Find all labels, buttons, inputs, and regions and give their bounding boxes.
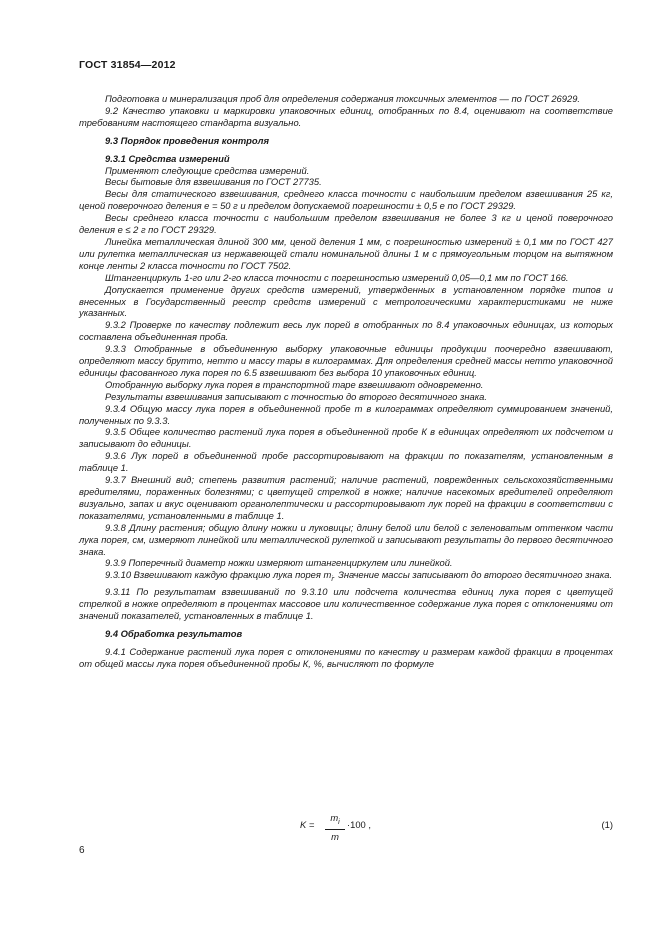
numerator-text: m [330,812,339,823]
paragraph: 9.2 Качество упаковки и маркировки упаковочных единиц, отобранных по 8.4, оценивают на соответствие требованиям настоящего стандарта визуально. [79,104,613,128]
paragraph: Весы среднего класса точности с наибольшим пределом взвешивания не более 3 кг и ценой поверочного деления е ≤ 2 г по ГОСТ 29329. [79,212,613,236]
formula-lhs: K = [300,819,315,830]
paragraph: Применяют следующие средства измерений. [105,164,310,176]
numerator-subscript: i [338,818,340,826]
subscript: i [331,576,333,584]
formula-number: (1) [601,819,613,830]
paragraph: 9.3.3 Отобранные в объединенную выборку упаковочные единицы продукции поочередно взвешивают, определяют массу брутто, нетто и массу тары в килограммах. Для определения средней массы нетто упаковочной единицы фасованного лука порея по 6.5 взвешивают без выбора 10 упаковочных единиц. [79,343,613,378]
paragraph: 9.3.2 Проверке по качеству подлежит весь лук порей в отобранных по 8.4 упаковочных единицах, из которых составлена объединенная проба. [79,319,613,343]
paragraph: Линейка металлическая длиной 300 мм, ценой деления 1 мм, с погрешностью измерений ± 0,1 мм по ГОСТ 427 или рулетка металлическая из нержавеющей стали номинальной длины 1 м с прямоугольным торцом на вытяжном конце ленты 2 класса точности по ГОСТ 7502. [79,235,613,271]
paragraph: 9.3.5 Общее количество растений лука порея в объединенной пробе К в единицах определяют их подсчетом и записывают до единицы. [79,426,613,450]
formula-rhs: ·100 , [347,819,371,830]
paragraph: Результаты взвешивания записывают с точностью до второго десятичного знака. [105,390,487,402]
paragraph: Допускается применение других средств измерений, утвержденных в установленном порядке типов и внесенных в Государственный реестр средств измерений с метрологическими характеристиками не ниже указанных. [79,283,613,319]
standard-header: ГОСТ 31854—2012 [79,59,176,71]
paragraph: 9.3.6 Лук порей в объединенной пробе рассортировывают на фракции по показателям, установленным в таблице 1. [79,450,613,474]
section-heading-9-3: 9.3 Порядок проведения контроля [105,134,269,146]
section-heading-9-4: 9.4 Обработка результатов [105,627,243,639]
paragraph: 9.4.1 Содержание растений лука порея с отклонениями по качеству и размерам каждой фракции в процентах от общей массы лука порея объединенной пробы К, %, вычисляют по формуле [79,645,613,669]
formula-numerator [325,812,345,830]
paragraph: Штангенциркуль 1-го или 2-го класса точности с погрешностью измерений 0,05—0,1 мм по ГОСТ 166. [105,271,569,283]
formula-denominator: m [331,830,339,842]
paragraph: Отобранную выборку лука порея в транспортной таре взвешивают одновременно. [105,378,484,390]
paragraph: 9.3.11 По результатам взвешиваний по 9.3.10 или подсчета количества единиц лука порея с цветущей стрелкой в ножке определяют в процентах массовое или количественное содержание лука порея с отклонениями от значений показателей, установленных в таблице 1. [79,586,613,621]
paragraph: 9.3.8 Длину растения; общую длину ножки и луковицы; длину белой или белой с зеленоватым оттенком части лука порея, см, измеряют линейкой или металлической рулеткой и записывают результаты до первого десятичного знака. [79,521,613,557]
paragraph: Подготовка и минерализация проб для определения содержания токсичных элементов — по ГОСТ 26929. [105,93,581,104]
document-body [79,93,613,670]
subsection-heading-9-3-1: 9.3.1 Средства измерений [105,152,230,164]
paragraph: Весы бытовые для взвешивания по ГОСТ 27735. [105,176,322,188]
paragraph-text: . Значение массы записывают до второго десятичного знака. [332,569,613,581]
paragraph: Весы для статического взвешивания, среднего класса точности с наибольшим пределом взвешивания 25 кг, ценой поверочного деления е = 50 г и пределом допускаемой погрешности ± 0,5 е по ГОСТ 29329. [79,188,613,212]
page-number: 6 [79,845,85,856]
paragraph: 9.3.7 Внешний вид; степень развития растений; наличие растений, поврежденных сельскохозяйственными вредителями, пораженных болезнями; с цветущей стрелкой в ножке; наличие насекомых вредителей определяют визуально, запах и вкус оценивают органолептически и рассортировывают лук порей на фракции в соответствии с показателями, установленными в таблице 1. [79,474,613,521]
paragraph-text: 9.3.10 Взвешивают каждую фракцию лука порея m [105,569,332,581]
formula-1 [79,812,613,848]
paragraph [79,569,613,586]
paragraph: 9.3.9 Поперечный диаметр ножки измеряют штангенциркулем или линейкой. [105,557,453,569]
formula-fraction [325,812,345,843]
paragraph: 9.3.4 Общую массу лука порея в объединенной пробе m в килограммах определяют суммированием значений, полученных по 9.3.3. [79,402,613,426]
